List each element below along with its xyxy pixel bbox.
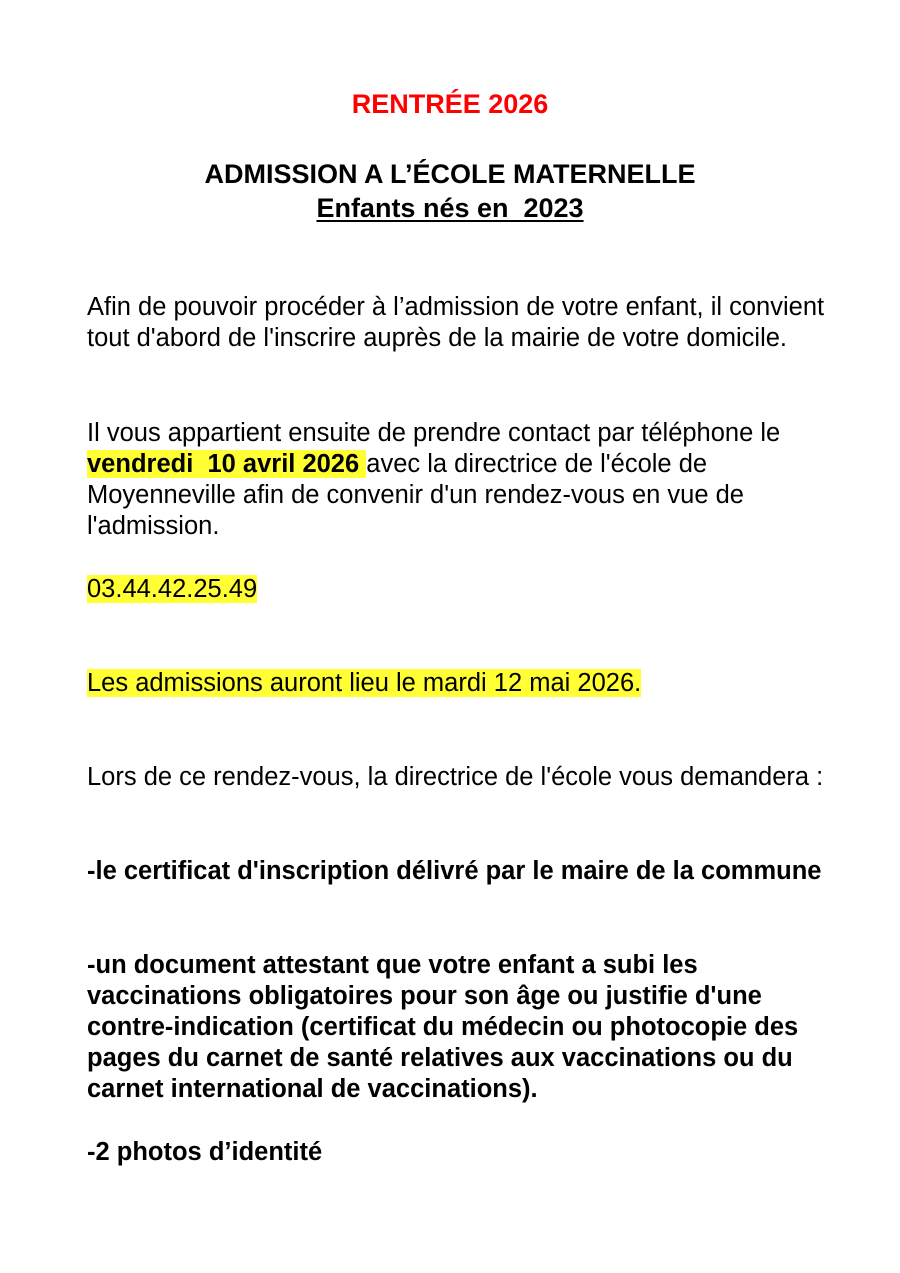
intro-paragraph: Afin de pouvoir procéder à l’admission de votre enfant, il convient tout d'abord de l'inscrire auprès de la mairie de votre domicile. [87,293,825,352]
requirements-intro: Lors de ce rendez-vous, la directrice de l'école vous demandera : [87,763,824,791]
requirement-item: -2 photos d’identité [87,1138,323,1166]
contact-date-highlight: vendredi 10 avril 2026 [87,450,367,478]
admissions-date: Les admissions auront lieu le mardi 12 mai 2026. [87,669,642,697]
contact-suffix: avec la directrice de l'école de Moyenneville afin de convenir d'un rendez-vous en vue de l'admission. [87,450,744,540]
requirement-item: -le certificat d'inscription délivré par le maire de la commune [87,857,822,885]
document-subtitle [0,192,900,224]
contact-paragraph [87,418,827,542]
admissions-paragraph [87,668,827,699]
contact-prefix: Il vous appartient ensuite de prendre contact par téléphone le [87,419,781,447]
rentree-title: RENTRÉE 2026 [351,89,549,119]
document-title: ADMISSION A L’ÉCOLE MATERNELLE [204,159,696,189]
requirement-item: -un document attestant que votre enfant a subi les vaccinations obligatoires pour son âge ou justifie d'une contre-indication (certificat du médecin ou photocopie des pages du carnet de santé relatives aux vaccinations ou du carnet international de vaccinations). [87,951,799,1103]
phone-paragraph [87,574,827,605]
subtitle-text: Enfants nés en 2023 [316,193,584,223]
phone-number: 03.44.42.25.49 [87,575,258,603]
